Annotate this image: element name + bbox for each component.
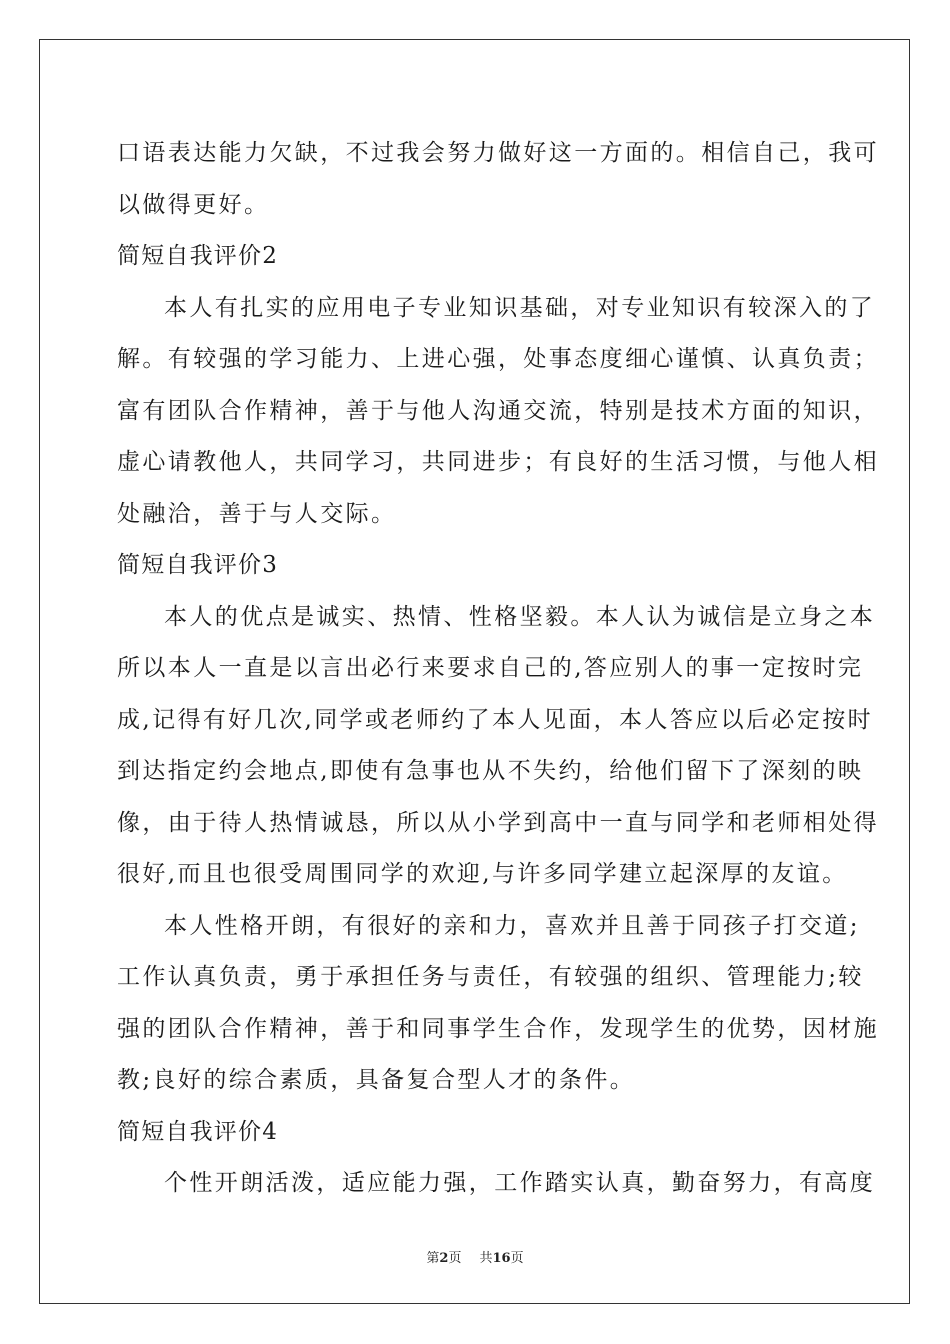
page-suffix: 页 <box>448 1251 462 1266</box>
paragraph-line: 个性开朗活泼，适应能力强，工作踏实认真，勤奋努力，有高度 <box>164 1170 876 1196</box>
paragraph-line: 以做得更好。 <box>117 191 270 218</box>
paragraph-line: 本人有扎实的应用电子专业知识基础，对专业知识有较深入的了 <box>164 294 876 321</box>
paragraph-line: 富有团队合作精神，善于与他人沟通交流，特别是技术方面的知识， <box>117 397 879 424</box>
paragraph-line: 虚心请教他人，共同学习，共同进步；有良好的生活习惯，与他人相 <box>117 449 879 475</box>
total-prefix: 共 <box>479 1251 493 1266</box>
section-heading: 简短自我评价4 <box>117 1118 279 1145</box>
paragraph-line: 到达指定约会地点,即使有急事也从不失约，给他们留下了深刻的映 <box>117 758 864 784</box>
section-heading: 简短自我评价2 <box>117 243 279 269</box>
page-prefix: 第 <box>426 1251 440 1266</box>
paragraph-line: 本人性格开朗，有很好的亲和力，喜欢并且善于同孩子打交道; <box>164 912 860 939</box>
paragraph-line: 教;良好的综合素质，具备复合型人才的条件。 <box>117 1067 636 1093</box>
paragraph-line: 像，由于待人热情诚恳，所以从小学到高中一直与同学和老师相处得 <box>117 809 879 836</box>
paragraph-line: 处融洽，善于与人交际。 <box>117 500 397 527</box>
document-body <box>117 128 879 1210</box>
paragraph-line: 解。有较强的学习能力、上进心强，处事态度细心谨慎、认真负责； <box>117 346 879 372</box>
paragraph-line: 强的团队合作精神，善于和同事学生合作，发现学生的优势，因材施 <box>117 1015 879 1042</box>
paragraph-line: 成,记得有好几次,同学或老师约了本人见面，本人答应以后必定按时 <box>117 706 874 733</box>
section-heading: 简短自我评价3 <box>117 552 279 578</box>
paragraph-line: 本人的优点是诚实、热情、性格坚毅。本人认为诚信是立身之本 <box>164 603 876 630</box>
paragraph-line: 口语表达能力欠缺，不过我会努力做好这一方面的。相信自己，我可 <box>117 140 879 166</box>
paragraph-line: 很好,而且也很受周围同学的欢迎,与许多同学建立起深厚的友谊。 <box>117 861 848 887</box>
paragraph-line: 所以本人一直是以言出必行来要求自己的,答应别人的事一定按时完 <box>117 655 864 681</box>
paragraph-line: 工作认真负责，勇于承担任务与责任，有较强的组织、管理能力;较 <box>117 964 864 990</box>
total-pages: 16 <box>492 1251 511 1266</box>
page-footer <box>0 1247 950 1266</box>
page-number: 2 <box>439 1251 449 1266</box>
total-suffix: 页 <box>510 1251 524 1266</box>
